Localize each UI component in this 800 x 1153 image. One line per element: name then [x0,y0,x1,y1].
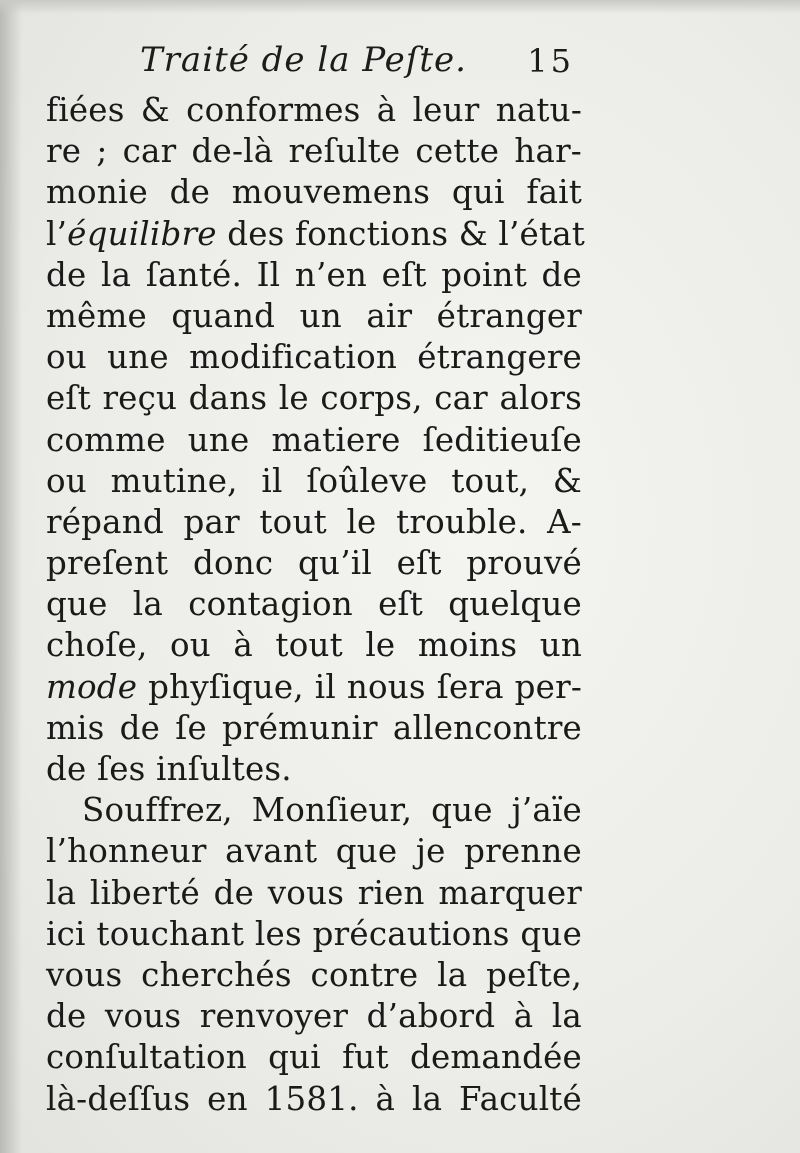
text-line: l’équilibre des fonctions & l’état [46,214,586,253]
text-line: de la ſanté. Il n’en eſt point de [46,255,582,294]
text-line: même quand un air étranger [46,296,582,335]
running-head [140,40,580,92]
running-head-title: Traité de la Peſte. [140,40,467,80]
text-line: comme une matiere ſeditieuſe [46,420,582,459]
text-line: que la contagion eſt quelque [46,585,582,624]
text-line: fiées & conformes à leur natu- [46,91,582,129]
text-line: eſt reçu dans le corps, car alors [46,379,582,418]
paragraph-end-line: de ſes inſultes. [46,750,292,788]
body-text [46,90,586,1120]
text-line: vous cherchés contre la peſte, [46,955,582,994]
text-line: preſent donc qu’il eſt prouvé [46,544,582,583]
text-line: ici touchant les précautions que [46,914,582,953]
page-number: 15 [527,42,574,80]
text-line: l’honneur avant que je prenne [46,832,582,871]
italic-term: mode [46,667,138,706]
text-line: répand par tout le trouble. A- [46,502,582,541]
text-line: re ; car de-là reſulte cette har- [46,132,582,171]
text-line: là-deſſus en 1581. à la Faculté [46,1079,582,1118]
top-edge-shadow [0,0,800,14]
paragraph-start-line: Souffrez, Monſieur, que j’aïe [82,791,582,830]
text-line: ou mutine, il ſoûleve tout, & [46,461,582,500]
italic-term: équilibre [67,214,217,253]
text-line: choſe, ou à tout le moins un [46,626,582,665]
text-line: mode phyſique, il nous ſera per- [46,667,582,706]
text-line: de vous renvoyer d’abord à la [46,997,582,1036]
text-line: conſultation qui fut demandée [46,1038,582,1077]
text-line: monie de mouvemens qui fait [46,173,582,212]
text-line: mis de ſe prémunir allencontre [46,708,582,747]
text-line: la liberté de vous rien marquer [46,873,582,912]
gutter-shadow [0,0,22,1153]
text-line: ou une modification étrangere [46,338,582,377]
